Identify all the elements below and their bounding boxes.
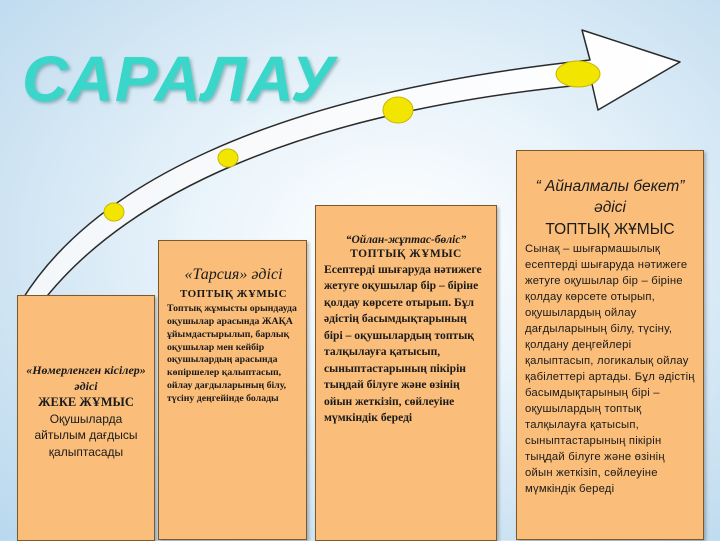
method-4-subtitle: ТОПТЫҚ ЖҰМЫС: [545, 220, 675, 238]
method-3-body: Есептерді шығаруда нәтижеге жетуге оқушылар бір – біріне қолдау көрсете отырып. Бұл әдістің басымдықтарының бірі – оқушылардың топтық талқылауға қатысып, сыныптастарының пікірін тыңдай білуге және өзінің ойын жеткізіп, сөйлеуіне мүмкіндік береді: [324, 263, 482, 425]
method-2-subtitle: ТОПТЫҚ ЖҰМЫС: [179, 287, 288, 300]
method-box-3: [315, 205, 497, 541]
method-box-4: [516, 150, 704, 540]
method-2-title: «Тарсия» әдісі: [184, 266, 283, 283]
method-4-body: Сынақ – шығармашылық есептерді шығаруда нәтижеге жетуге оқушылар бір – біріне қолдау көрсете отырып, оқушылардың ойлау дағдыларының білу, түсіну, қолдану деңгейлері қалыптасып, логикалық ойлау қабілеттері артады. Бұл әдістің басымдықтарының бірі – оқушылардың топтық талқылауға қатысып, сыныптастарының пікірін тыңдай білуге және өзінің ойын жеткізіп, сөйлеуіне мүмкіндік береді: [525, 242, 695, 496]
method-3-subtitle: ТОПТЫҚ ЖҰМЫС: [350, 248, 462, 260]
method-box-2: [158, 240, 307, 540]
page-title: САРАЛАУ: [22, 43, 335, 115]
dot-1: [104, 203, 124, 221]
method-1-body: Оқушыларда айтылым дағдысы қалыптасады: [34, 412, 138, 459]
dot-3: [383, 97, 413, 123]
method-2-body: Топтық жұмысты орындауда оқушылар арасында ЖАҚА ұйымдастырылып, барлық оқушылар мен кейбір оқушылардың арасында көпіршелер қалыптасып, ойлау дағдыларының білу, түсіну деңгейінде болады: [167, 302, 297, 405]
method-1-title: «Нөмерленген кісілер» әдісі: [26, 363, 146, 394]
method-4-title: “ Айналмалы бекет” әдісі: [535, 178, 685, 216]
method-box-1: [17, 295, 155, 541]
method-1-subtitle: ЖЕКЕ ЖҰМЫС: [38, 395, 134, 410]
dot-2: [218, 149, 238, 167]
dot-4: [556, 61, 600, 87]
method-3-title: “Ойлан-жұптас-бөліс”: [345, 234, 467, 246]
